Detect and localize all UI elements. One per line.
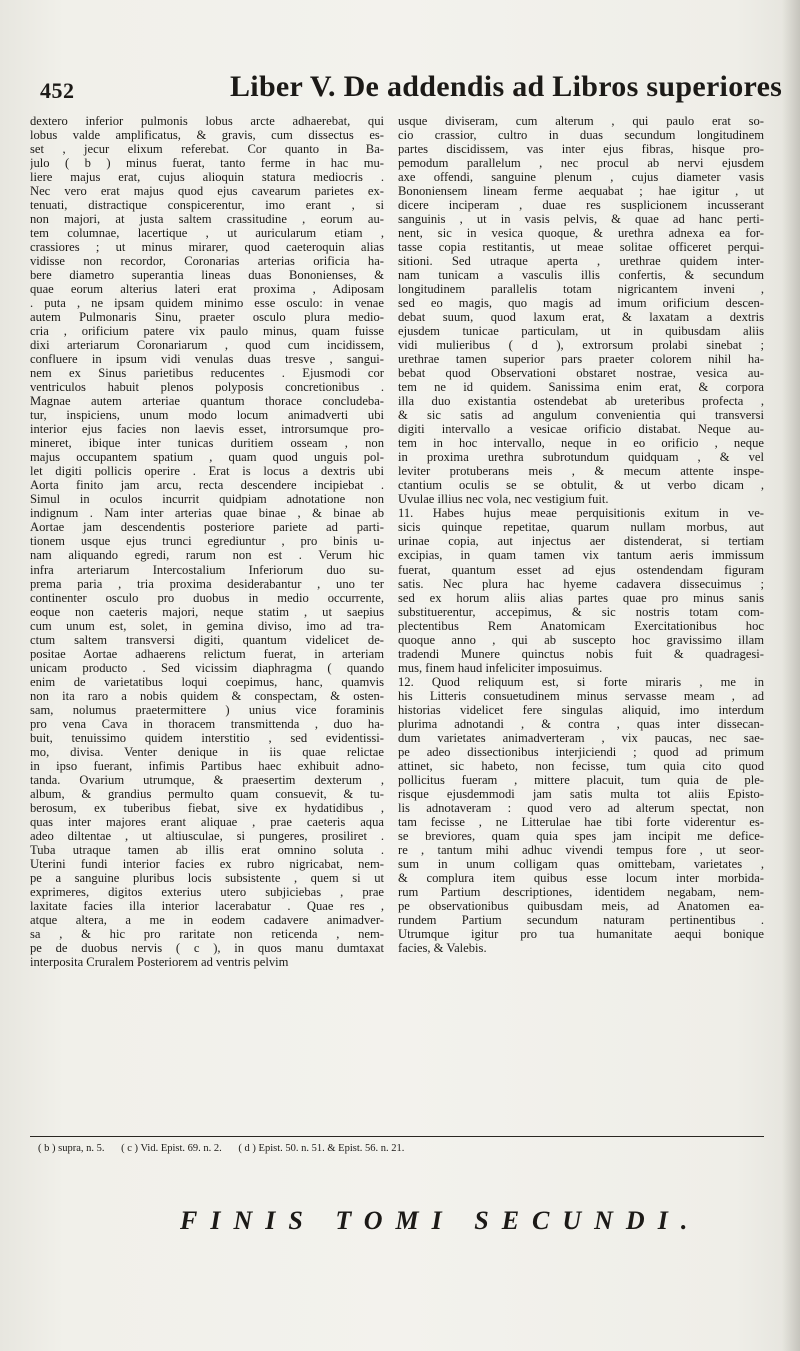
text-line: julo ( b ) minus fuerat, tanto ferme in hac mu- — [30, 156, 384, 171]
text-line: tanda. Ovarium utrumque, & praesertim dexterum , — [30, 772, 384, 787]
text-line: & sic satis ad angulum convenientia qui transversi — [398, 408, 764, 423]
text-line: interior ejus facies non laevis esset, introrsumque pro- — [30, 422, 384, 437]
text-line: indignum . Nam inter arterias quae binae , & binae ab — [30, 506, 384, 521]
text-line: fuerat, quantum esset ad ejus ostendendam figuram — [398, 562, 764, 577]
text-line: dextero inferior pulmonis lobus arcte adhaerebat, qui — [30, 114, 384, 128]
text-line: infra arteriarum Intercostalium Inferiorum duo su- — [30, 562, 384, 577]
text-line: tem columnae, lacertique , ut auricularum etiam , — [30, 226, 384, 241]
text-line: substituerentur, accepimus, & sic nostris totam com- — [398, 604, 764, 619]
text-line: historias videlicet fere singulas aliquid, imo interdum — [398, 702, 764, 717]
text-line: Nec vero erat majus quod ejus cavearum parietes ex- — [30, 184, 384, 199]
text-line: non majori, at justa saltem crassitudine , eorum au- — [30, 212, 384, 227]
text-line: sitioni. Sed utraque aperta , urethrae quidem inter- — [398, 254, 764, 269]
text-line: pollicitus fueram , mittere placuit, tum quia de ple- — [398, 772, 764, 787]
text-line: cio crassior, cultro in duas secundum longitudinem — [398, 128, 764, 143]
text-line: unicam producto . Sed vicissim diaphragma ( quando — [30, 660, 384, 675]
text-line: attinet, sic habeto, non fecisse, tum quia cito quod — [398, 758, 764, 773]
text-line: tradendi Munere quinctus nobis fuit & quadragesi- — [398, 646, 764, 661]
text-line: vidi mulieribus ( d ), extrorsum prolabi sinebat ; — [398, 338, 764, 353]
text-line: nam aliquando egredi, rarum non est . Verum hic — [30, 548, 384, 563]
text-line: illa duo existantia ostendebat ab ureteribus profecta , — [398, 394, 764, 409]
text-line: pe de duobus nervis ( c ), in quos manu dumtaxat — [30, 940, 384, 955]
text-line: let digiti pollicis operire . Erat is locus a dextris ubi — [30, 464, 384, 479]
text-line: longitudinem parallelis totam nigricantem inveni , — [398, 282, 764, 297]
text-line: majus occupantem spatium , quam quod unguis pol- — [30, 450, 384, 465]
text-line: pe adeo dissectionibus interjiciendi ; quod ad primum — [398, 744, 764, 759]
text-line: Uvulae illius nec vola, nec vestigium fuit. — [398, 492, 609, 507]
text-line: laxitate facies illa interior lacerabatur . Quae res , — [30, 898, 384, 913]
finis-colophon: FINIS TOMI SECUNDI. — [180, 1206, 701, 1235]
text-line: facies, & Valebis. — [398, 940, 487, 955]
text-line: Simul in oculos incurrit quidpiam adnotatione non — [30, 492, 384, 507]
text-line: autem Pulmonaris Sinu, praeter osculo plura medio- — [30, 310, 384, 325]
footnote-b: ( b ) supra, n. 5. — [38, 1143, 105, 1154]
text-line: pemodum parallelum , nec procul ab nervi ejusdem — [398, 156, 764, 171]
text-line: pe a sanguine pluribus locis subsistente , quem si ut — [30, 870, 384, 885]
footnotes — [38, 1143, 768, 1154]
text-line: tem ne id quidem. Sanissima enim erat, & corpora — [398, 380, 764, 395]
text-line: tionem usque ejus trunci egrediuntur , pro binis u- — [30, 534, 384, 549]
text-line: lis adnotaveram : quod vero ad alterum spectat, non — [398, 800, 764, 815]
text-line: lobus valde amplificatus, & gravis, cum dissectus es- — [30, 128, 384, 143]
text-line: re , tantum mihi adhuc vivendi tempus fore , ut seor- — [398, 842, 764, 857]
text-line: Aorta finito jam arcu, recta descendere incipiebat . — [30, 478, 384, 493]
text-line: leviter protuberans meis , & mecum attente inspe- — [398, 464, 764, 479]
page-number: 452 — [40, 78, 75, 103]
text-line: dixi arteriarum Coronariarum , quod cum incidissem, — [30, 338, 384, 353]
text-line: quae eorum alterius lateri erat proxima , Adiposam — [30, 282, 384, 297]
text-line: . puta , ne ipsam quidem minimo esse osculo: in venae — [30, 296, 384, 311]
text-line: tur, inspiciens, unum modo locum animadverti ubi — [30, 408, 384, 423]
text-line: dicere inciperam , duae res susplicionem incusserant — [398, 198, 764, 213]
text-line: Utrumque igitur pro tua humanitate aequi bonique — [398, 926, 764, 941]
text-line: ejusdem tunicae particulam, ut in quibusdam aliis — [398, 324, 764, 339]
text-line: berosum, ex tuberibus fiebat, sive ex hydatidibus , — [30, 800, 384, 815]
text-line: liere majus erat, cujus alioquin statura mediocris . — [30, 170, 384, 185]
text-line: non ita raro a nobis quidem & conspectam, & osten- — [30, 688, 384, 703]
text-line: risque ejusdemmodi jam satis multa tot aliis Episto- — [398, 786, 764, 801]
text-line: sum in unum colligam quas omittebam, varietates , — [398, 856, 764, 871]
text-line: prema paria , tria proxima desiderabantur , uno ter — [30, 576, 384, 591]
text-line: Bononiensem lineam ferme aequabat ; hae igitur , ut — [398, 184, 764, 199]
page-header — [40, 70, 783, 110]
text-line: pe observationibus quibusdam meis, ad Anatomen ea- — [398, 898, 764, 913]
text-line: his Litteris consuetudinem minus servasse meam , ad — [398, 688, 764, 703]
footnote-c: ( c ) Vid. Epist. 69. n. 2. — [121, 1143, 222, 1154]
text-line: sed eo magis, quo magis ad imum orificium descen- — [398, 296, 764, 311]
text-line: mineret, ibique inter tunicas duritiem osseam , non — [30, 436, 384, 451]
text-line: set , jecur elixum referebat. Cor quanto in Ba- — [30, 142, 384, 157]
text-line: tasse copia restitantis, ut meae solitae officeret perqui- — [398, 240, 764, 255]
text-line: sa , & hic pro raritate non reticenda , nem- — [30, 926, 384, 941]
footnote-d: ( d ) Epist. 50. n. 51. & Epist. 56. n. 21. — [238, 1143, 405, 1154]
text-line: continenter osculo pro duobus in medio occurrente, — [30, 590, 384, 605]
text-line: rum Partium descriptiones, identidem negabam, nem- — [398, 884, 764, 899]
text-line: crassiores ; ut minus mirarer, quod caeteroquin alias — [30, 240, 384, 255]
text-line: sed ex horum aliis alias partes quae pro minus sanis — [398, 590, 764, 605]
text-line: se breviores, quam quia spes jam incipit me defice- — [398, 828, 764, 843]
text-line: exprimeres, digitos exterius utero subjiciebas , prae — [30, 884, 384, 899]
text-line: 12. Quod reliquum est, si forte miraris , me in — [398, 674, 764, 689]
text-line: & complura item quibus esse locum inter morbida- — [398, 870, 764, 885]
text-line: sanguinis , ut in vasis pelvis, & quae ad hanc perti- — [398, 212, 764, 227]
text-line: bere diametro superantia lineas duas Bononienses, & — [30, 268, 384, 283]
text-line: interposita Cruralem Posteriorem ad ventris pelvim — [30, 954, 289, 969]
text-line: album, & grandius permulto quam consuevit, & tu- — [30, 786, 384, 801]
text-line: sam, nolumus praetermittere ) unius vice foraminis — [30, 702, 384, 717]
text-line: rundem Partium secundum naturam pertinentibus . — [398, 912, 764, 927]
text-line: mus, finem haud infeliciter imposuimus. — [398, 660, 603, 675]
text-line: cria , orificium patere vix paulo minus, quam fuisse — [30, 324, 384, 339]
right-text-column — [398, 114, 764, 955]
text-line: eoque non caeteris majori, neque statim , ut saepius — [30, 604, 384, 619]
text-line: Aortae jam descendentis posteriore pariete ad parti- — [30, 520, 384, 535]
text-line: in proxima urethra subrotundum quidquam , & vel — [398, 450, 764, 465]
text-line: dum varietates animadverteram , vix paucas, nec sae- — [398, 730, 764, 745]
footnote-divider — [30, 1136, 764, 1137]
text-line: plectentibus Rem Anatomicam Exercitationibus hoc — [398, 618, 764, 633]
text-line: enim de varietatibus loqui coepimus, hanc, quamvis — [30, 674, 384, 689]
left-text-column — [30, 114, 384, 969]
text-line: tenuati, distractique conspicerentur, imo erant , si — [30, 198, 384, 213]
text-line: digiti intervallo a vesicae orificio distabat. Neque au- — [398, 422, 764, 437]
text-line: positae Aortae adhaerens relictum fuerat, in arteriam — [30, 646, 384, 661]
text-line: buit, tenuissimo quidem interstitio , sed evidentissi- — [30, 730, 384, 745]
text-line: axe offendi, sanguine plenum , cujus diameter vasis — [398, 170, 764, 185]
text-line: in ipso fuerant, infimis Partibus haec exhibuit adno- — [30, 758, 384, 773]
text-line: Uterini fundi interior facies ex rubro nigricabat, nem- — [30, 856, 384, 871]
text-line: pro vena Cava in thoracem transmittenda , duo ha- — [30, 716, 384, 731]
text-line: ventriculos habuit plenos polyposis concretionibus . — [30, 380, 384, 395]
running-head: Liber V. De addendis ad Libros superiores — [230, 70, 783, 103]
text-line: tam fecisse , ne Litterulae hae tibi forte viderentur es- — [398, 814, 764, 829]
text-line: quoque anno , qui ab suscepto hoc gravissimo illam — [398, 632, 764, 647]
text-line: atque altera, a me in eodem cadavere animadver- — [30, 912, 384, 927]
text-line: adeo diltentae , ut altiusculae, si pungeres, prosiliret . — [30, 828, 384, 843]
text-line: confluere in ipsum vidi venulas duas tresve , sangui- — [30, 352, 384, 367]
text-line: satis. Nec plura hac hyeme cadavera dissecuimus ; — [398, 576, 764, 591]
text-line: partes discidissem, vas inter ejus fibras, hisque pro- — [398, 142, 764, 157]
text-line: debat suum, quod laxum erat, & laxatam a dextris — [398, 310, 764, 325]
text-line: plurima adnotandi , & contra , quas inter dissecan- — [398, 716, 764, 731]
text-line: nam tunicam a vasculis illis confertis, & secundum — [398, 268, 764, 283]
text-line: cum unum est, solet, in gemina diviso, imo ad tra- — [30, 618, 384, 633]
text-line: vidisse non recordor, Coronarias arterias orificia ha- — [30, 254, 384, 269]
text-line: nem ex Sinus parietibus reducentes . Ejusmodi cor — [30, 366, 384, 381]
text-line: urethrae tamen superior pars praeter colorem nihil ha- — [398, 352, 764, 367]
text-line: quas inter majores erant aliquae , prae caeteris aqua — [30, 814, 384, 829]
text-line: sicis quinque repetitae, quarum nullam morbus, aut — [398, 520, 764, 535]
text-line: bebat quod Observationi obstaret nostrae, vesica au- — [398, 366, 764, 381]
text-line: Magnae autem arteriae quantum thorace concludeba- — [30, 394, 384, 409]
text-line: mo, divisa. Venter denique in iis quae relictae — [30, 744, 384, 759]
text-line: tem in hoc intervallo, neque in eo orificio , neque — [398, 436, 764, 451]
text-line: urinae copia, aut injectus aer distenderat, si tertiam — [398, 534, 764, 549]
text-line: ctantium oculis se se obtulit, & ut verbo dicam , — [398, 478, 764, 493]
text-line: usque diviseram, cum alterum , qui paulo erat so- — [398, 114, 764, 128]
text-line: ctum saltem transversi digiti, quantum videlicet de- — [30, 632, 384, 647]
text-line: 11. Habes hujus meae perquisitionis exitum in ve- — [398, 506, 764, 521]
text-line: nent, sic in vesica quoque, & urethra adnexa ea for- — [398, 226, 764, 241]
text-line: excipias, in quam tamen vix tantum aeris immissum — [398, 548, 764, 563]
page-edge-shadow — [782, 0, 800, 1351]
text-line: Tuba utraque tamen ab illis erat omnino soluta . — [30, 842, 384, 857]
